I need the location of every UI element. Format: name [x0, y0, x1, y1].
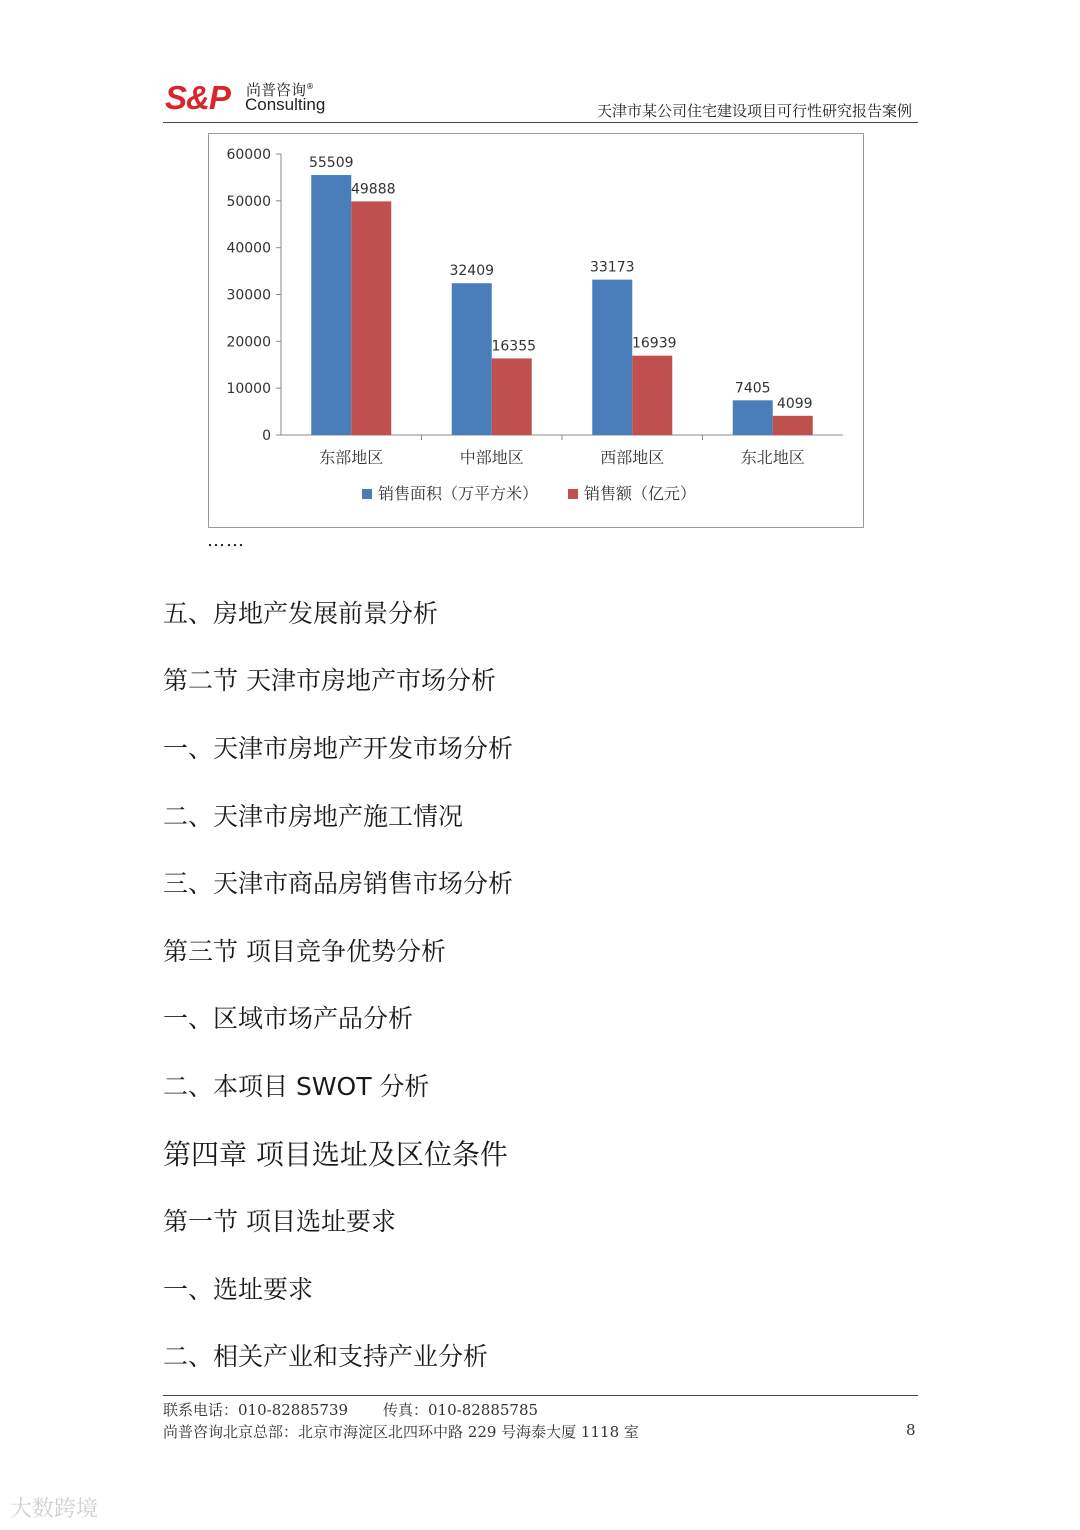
data-label: 49888	[350, 181, 396, 198]
logo-chinese-name: 尚普咨询®	[246, 81, 315, 99]
page-number: 8	[906, 1421, 916, 1439]
company-logo	[163, 78, 333, 118]
bar-area	[311, 175, 351, 435]
watermark: 大数跨境	[10, 1497, 99, 1522]
page-header	[163, 78, 918, 124]
heading-site-requirements: 一、选址要求	[163, 1275, 314, 1304]
data-label: 16355	[491, 338, 537, 355]
y-tick-label: 10000	[226, 381, 271, 398]
y-tick-label: 30000	[226, 287, 271, 304]
document-title: 天津市某公司住宅建设项目可行性研究报告案例	[596, 102, 912, 120]
bar-amount	[773, 416, 813, 435]
header-divider	[163, 122, 918, 123]
heading-section-3: 第三节 项目竞争优势分析	[163, 937, 446, 966]
legend-swatch	[362, 489, 372, 499]
category-label: 东北地区	[740, 448, 805, 467]
heading-related-industries: 二、相关产业和支持产业分析	[163, 1342, 489, 1371]
heading-sales-market: 三、天津市商品房销售市场分析	[163, 869, 514, 898]
category-label: 东部地区	[319, 448, 384, 467]
footer-fax: 传真：010-82885785	[383, 1401, 539, 1419]
y-tick-label: 60000	[226, 147, 271, 163]
footer-address: 尚普咨询北京总部：北京市海淀区北四环中路 229 号海泰大厦 1118 室	[163, 1423, 639, 1441]
y-tick-label: 0	[262, 428, 271, 444]
data-label: 7405	[734, 380, 771, 397]
heading-section-1: 第一节 项目选址要求	[163, 1207, 396, 1236]
bar-amount	[492, 358, 532, 435]
bar-area	[452, 283, 492, 435]
bar-amount	[351, 201, 391, 435]
heading-construction: 二、天津市房地产施工情况	[163, 802, 464, 831]
footer-phone: 联系电话：010-82885739	[163, 1401, 349, 1419]
legend-label: 销售额（亿元）	[584, 484, 697, 503]
heading-chapter-4: 第四章 项目选址及区位条件	[163, 1138, 508, 1171]
bar-area	[733, 400, 773, 435]
data-label: 32409	[449, 263, 495, 280]
legend-label: 销售面积（万平方米）	[378, 484, 539, 503]
chart-canvas	[209, 134, 863, 527]
bar-amount	[632, 356, 672, 435]
heading-section-2: 第二节 天津市房地产市场分析	[163, 666, 496, 695]
footer-divider	[163, 1395, 918, 1396]
sales-bar-chart	[208, 133, 864, 528]
legend-swatch	[568, 489, 578, 499]
heading-development-market: 一、天津市房地产开发市场分析	[163, 734, 514, 763]
y-tick-label: 50000	[226, 193, 271, 210]
heading-regional-products: 一、区域市场产品分析	[163, 1004, 414, 1033]
data-label: 55509	[308, 155, 354, 172]
logo-mark: S&P	[165, 79, 230, 116]
ellipsis: ……	[207, 530, 245, 551]
y-tick-label: 20000	[226, 334, 271, 351]
data-label: 4099	[776, 395, 813, 412]
category-label: 西部地区	[600, 448, 665, 467]
data-label: 33173	[589, 259, 635, 276]
category-label: 中部地区	[459, 448, 524, 467]
y-tick-label: 40000	[226, 240, 271, 257]
logo-english-name: Consulting	[245, 95, 326, 114]
heading-swot: 二、本项目 SWOT 分析	[163, 1072, 430, 1101]
heading-outlook: 五、房地产发展前景分析	[163, 599, 439, 628]
bar-area	[592, 280, 632, 435]
data-label: 16939	[631, 335, 677, 352]
